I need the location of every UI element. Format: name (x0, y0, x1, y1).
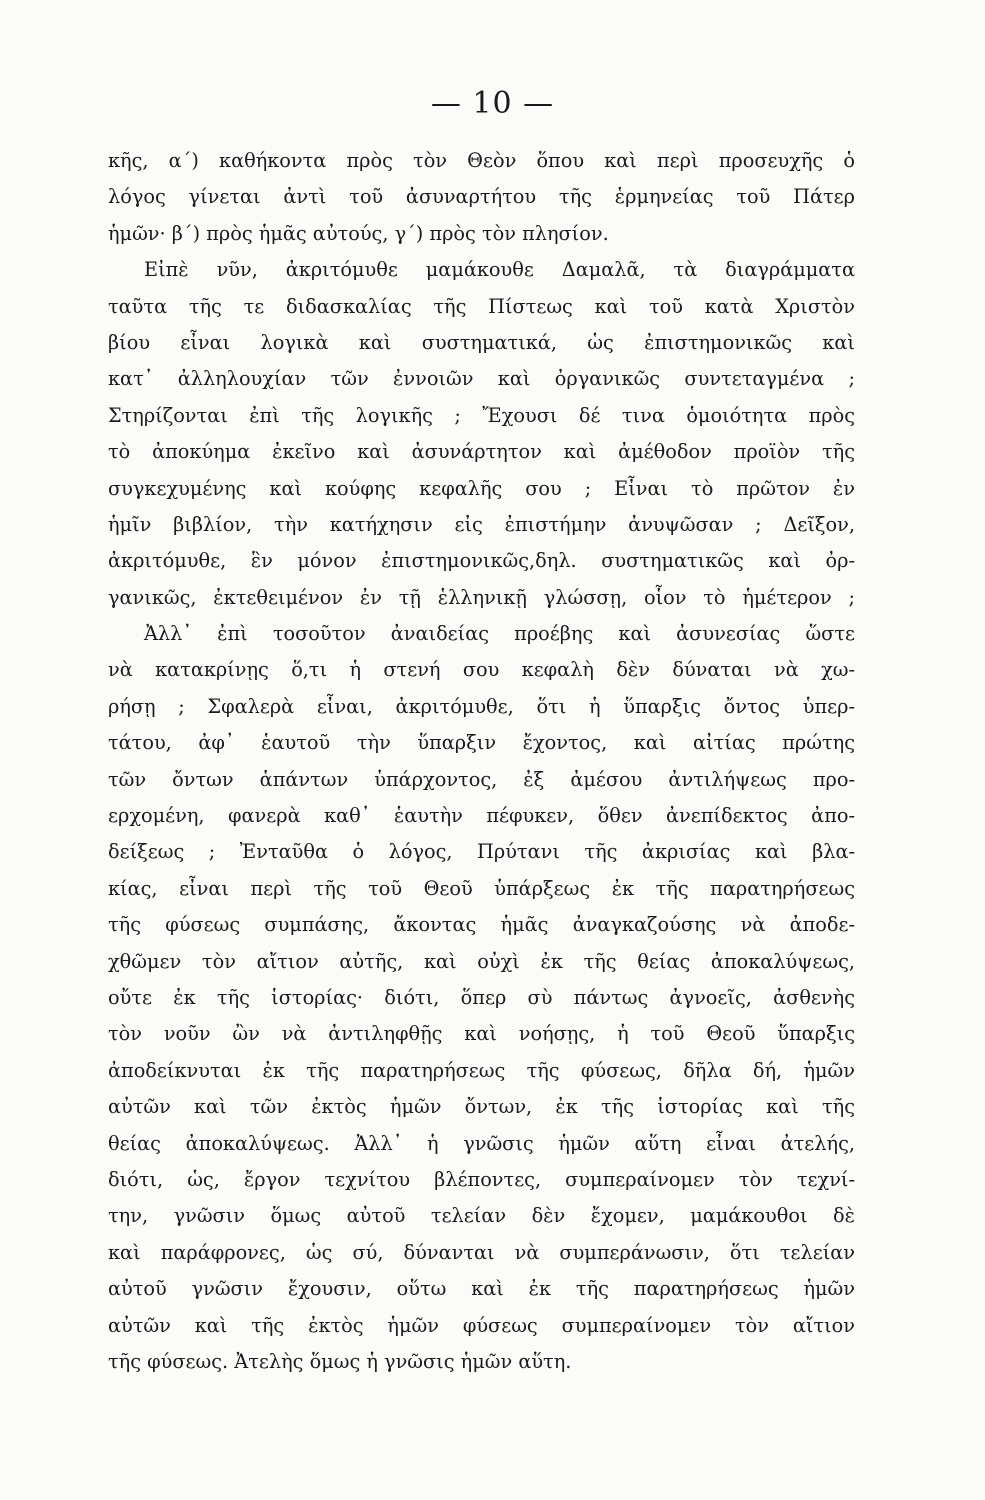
text-line: ἡμῶν· β΄) πρὸς ἡμᾶς αὐτούς, γ΄) πρὸς τὸν πλησίον. (108, 221, 609, 245)
text-line: κῆς, α΄) καθήκοντα πρὸς τὸν Θεὸν ὅπου καὶ περὶ προσευχῆς ὁ (108, 149, 855, 172)
text-line: κατ᾽ ἀλληλουχίαν τῶν ἐννοιῶν καὶ ὀργανικῶς συντεταγμένα ; (108, 367, 855, 391)
text-line: την, γνῶσιν ὅμως αὐτοῦ τελείαν δὲν ἔχομεν, μαμάκουθοι δὲ (108, 1204, 855, 1228)
text-line: τὸ ἀποκύημα ἐκεῖνο καὶ ἀσυνάρτητον καὶ ἀμέθοδον προϊὸν τῆς (108, 440, 855, 464)
text-line: δείξεως ; Ἐνταῦθα ὁ λόγος, Πρύτανι τῆς ἀκρισίας καὶ βλα- (108, 840, 855, 864)
text-line: ἡμῖν βιβλίον, τὴν κατήχησιν εἰς ἐπιστήμην ἀνυψῶσαν ; Δεῖξον, (108, 512, 855, 536)
text-line: ἀποδείκνυται ἐκ τῆς παρατηρήσεως τῆς φύσεως, δῆλα δή, ἡμῶν (108, 1058, 855, 1082)
text-line: αὐτοῦ γνῶσιν ἔχουσιν, οὕτω καὶ ἐκ τῆς παρατηρήσεως ἡμῶν (108, 1277, 855, 1301)
text-line: οὔτε ἐκ τῆς ἱστορίας· διότι, ὅπερ σὺ πάντως ἀγνοεῖς, ἀσθενὴς (108, 985, 855, 1009)
text-line: τὸν νοῦν ὢν νὰ ἀντιληφθῇς καὶ νοήσῃς, ἡ τοῦ Θεοῦ ὕπαρξις (108, 1022, 855, 1046)
body-text (108, 143, 855, 1380)
text-line: τάτου, ἀφ᾽ ἑαυτοῦ τὴν ὕπαρξιν ἔχοντος, καὶ αἰτίας πρώτης (108, 731, 855, 755)
text-line: θείας ἀποκαλύψεως. Ἀλλ᾽ ἡ γνῶσις ἡμῶν αὕτη εἶναι ἀτελής, (108, 1131, 855, 1155)
text-line: αὐτῶν καὶ τῆς ἐκτὸς ἡμῶν φύσεως συμπεραίνομεν τὸν αἴτιον (108, 1313, 855, 1337)
text-line: χθῶμεν τὸν αἴτιον αὐτῆς, καὶ οὐχὶ ἐκ τῆς θείας ἀποκαλύψεως, (108, 949, 855, 973)
text-line: αὐτῶν καὶ τῶν ἐκτὸς ἡμῶν ὄντων, ἐκ τῆς ἱστορίας καὶ τῆς (108, 1095, 855, 1119)
text-line: γανικῶς, ἐκτεθειμένον ἐν τῇ ἑλληνικῇ γλώσσῃ, οἷον τὸ ἡμέτερον ; (108, 585, 855, 609)
text-line: τῆς φύσεως συμπάσης, ἄκοντας ἡμᾶς ἀναγκαζούσης νὰ ἀποδε- (108, 913, 855, 937)
text-line: διότι, ὡς, ἔργον τεχνίτου βλέποντες, συμπεραίνομεν τὸν τεχνί- (108, 1167, 855, 1191)
text-line: βίου εἶναι λογικὰ καὶ συστηματικά, ὡς ἐπιστημονικῶς καὶ (108, 330, 855, 354)
text-line: κίας, εἶναι περὶ τῆς τοῦ Θεοῦ ὑπάρξεως ἐκ τῆς παρατηρήσεως (108, 876, 855, 900)
text-line: ἀκριτόμυθε, ἓν μόνον ἐπιστημονικῶς,δηλ. συστηματικῶς καὶ ὀρ- (108, 549, 855, 573)
text-line: ταῦτα τῆς τε διδασκαλίας τῆς Πίστεως καὶ τοῦ κατὰ Χριστὸν (108, 294, 855, 318)
text-line: τῆς φύσεως. Ἀτελὴς ὅμως ἡ γνῶσις ἡμῶν αὕτη. (108, 1349, 572, 1373)
text-line: λόγος γίνεται ἀντὶ τοῦ ἀσυναρτήτου τῆς ἑρμηνείας τοῦ Πάτερ (108, 185, 855, 209)
text-line: ρήσῃ ; Σφαλερὰ εἶναι, ἀκριτόμυθε, ὅτι ἡ ὕπαρξις ὄντος ὑπερ- (108, 694, 855, 718)
text-line: ερχομένη, φανερὰ καθ᾽ ἑαυτὴν πέφυκεν, ὅθεν ἀνεπίδεκτος ἀπο- (108, 804, 855, 828)
text-line: Στηρίζονται ἐπὶ τῆς λογικῆς ; Ἔχουσι δέ τινα ὁμοιότητα πρὸς (108, 403, 855, 427)
text-line: καὶ παράφρονες, ὡς σύ, δύνανται νὰ συμπεράνωσιν, ὅτι τελείαν (108, 1240, 855, 1264)
page-number: — 10 — (430, 86, 555, 121)
text-line: Ἀλλ᾽ ἐπὶ τοσοῦτον ἀναιδείας προέβης καὶ ἀσυνεσίας ὥστε (144, 622, 855, 646)
text-line: νὰ κατακρίνῃς ὅ,τι ἡ στενή σου κεφαλὴ δὲν δύναται νὰ χω- (108, 658, 855, 682)
text-line: συγκεχυμένης καὶ κούφης κεφαλῆς σου ; Εἶναι τὸ πρῶτον ἐν (108, 476, 855, 500)
text-line: Εἰπὲ νῦν, ἀκριτόμυθε μαμάκουθε Δαμαλᾶ, τὰ διαγράμματα (144, 258, 855, 282)
text-line: τῶν ὄντων ἁπάντων ὑπάρχοντος, ἐξ ἀμέσου ἀντιλήψεως προ- (108, 767, 855, 791)
